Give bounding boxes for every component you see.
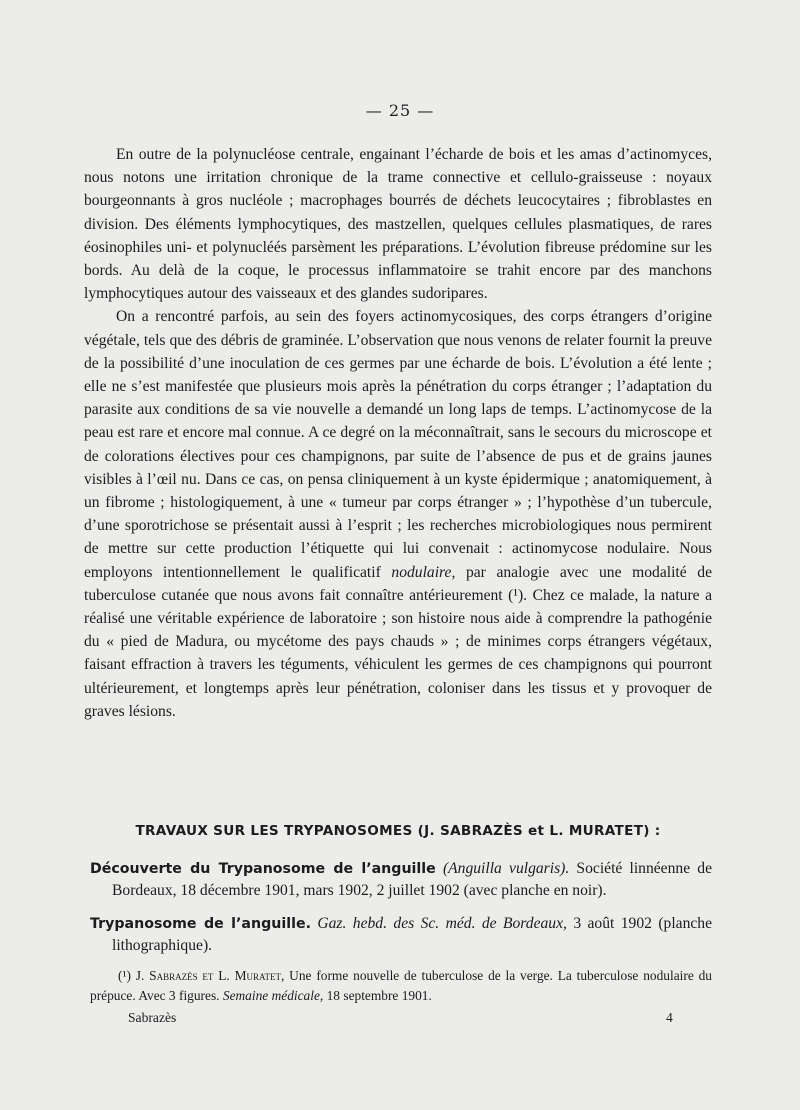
footnote-authors: J. Sabrazès et L. Muratet, [135, 968, 285, 983]
bibliography-entry [90, 913, 712, 957]
footer-signature: Sabrazès [128, 1010, 177, 1025]
footnote-text: Une forme nouvelle de tuberculose de la verge. La tuberculose nodulaire du prépuce. Avec 3 figures. [90, 968, 712, 1003]
footnote-journal: Semaine médicale, [222, 988, 324, 1003]
entry-details: Société linnéenne de Bordeaux, 18 décembre 1901, mars 1902, 2 juillet 1902 (avec planche en noir). [112, 860, 713, 899]
entry-details: 3 août 1902 (planche lithographique). [112, 915, 713, 954]
entry-title: Trypanosome de l’anguille. [90, 916, 311, 932]
paragraph-2 [84, 305, 712, 723]
paragraph-1: En outre de la polynucléose centrale, engainant l’écharde de bois et les amas d’actinomyces, nous notons une irritation chronique de la trame connective et cellulo-graisseuse : noyaux bourgeonnants à gros nucléole ; macrophages bourrés de déchets leucocytaires ; fibroblastes en division. Des éléments lymphocytiques, des mastzellen, quelques cellules plasmatiques, de rares éosinophiles uni- et polynucléés parsèment les préparations. L’évolution fibreuse prédomine sur les bords. Au delà de la coque, le processus inflammatoire se trahit encore par des manchons lymphocytiques autour des vaisseaux et des glandes sudoripares. [84, 146, 712, 303]
entry-title: Découverte du Trypanosome de l’anguille [90, 861, 436, 877]
footnote-marker: (¹) [118, 968, 131, 983]
paragraph-2-part-b: par analogie avec une modalité de tuberculose cutanée que nous avons fait connaître antérieurement (¹). Chez ce malade, la nature a réalisé une véritable expérience de laboratoire ; son histoire nous aide à comprendre la pathogénie du « pied de Madura, ou mycétome des pays chauds » ; de minimes corps étrangers végétaux, faisant effraction à travers les téguments, véhiculent les germes de ces champignons qui pourront ultérieurement, et longtemps après leur pénétration, coloniser dans les tissus et y provoquer de graves lésions. [84, 563, 712, 720]
body-text [84, 143, 712, 723]
page-number: — 25 — [365, 101, 435, 120]
bibliography-entry [90, 858, 712, 902]
footer-sheet-number: 4 [666, 1010, 673, 1025]
entry-italic: Gaz. hebd. des Sc. méd. de Bordeaux, [317, 915, 567, 932]
paragraph-2-part-a: On a rencontré parfois, au sein des foyers actinomycosiques, des corps étrangers d’origine végétale, tels que des débris de graminée. L’observation que nous venons de relater fournit la preuve de la possibilité d’une inoculation de ces germes par une écharde de bois. L’évolution a été lente ; elle ne s’est manifestée que plusieurs mois après la pénétration du corps étranger ; l’adaptation du parasite aux conditions de sa vie nouvelle a demandé un long laps de temps. L’actinomycose de la peau est rare et encore mal connue. A ce degré on la méconnaîtrait, sans le secours du microscope et de colorations électives pour ces champignons, par suite de l’absence de pus et de grains jaunes visibles à l’œil nu. Dans ce cas, on pensa cliniquement à un kyste épidermique ; anatomiquement, à un fibrome ; histologiquement, à une « tumeur par corps étranger » ; l’hypothèse d’un tubercule, d’une sporotrichose se présentait aussi à l’esprit ; les recherches microbiologiques nous permirent de mettre sur cette production l’étiquette qui lui convenait : actinomycose nodulaire. Nous employons intentionnellement le qualificatif [84, 308, 712, 581]
entry-italic: (Anguilla vulgaris). [442, 860, 570, 877]
section-heading: TRAVAUX SUR LES TRYPANOSOMES (J. SABRAZÈS et L. MURATET) : [135, 823, 661, 839]
footnote [90, 966, 712, 1006]
footnote-date: 18 septembre 1901. [323, 988, 432, 1003]
paragraph-2-italic: nodulaire, [391, 563, 456, 581]
